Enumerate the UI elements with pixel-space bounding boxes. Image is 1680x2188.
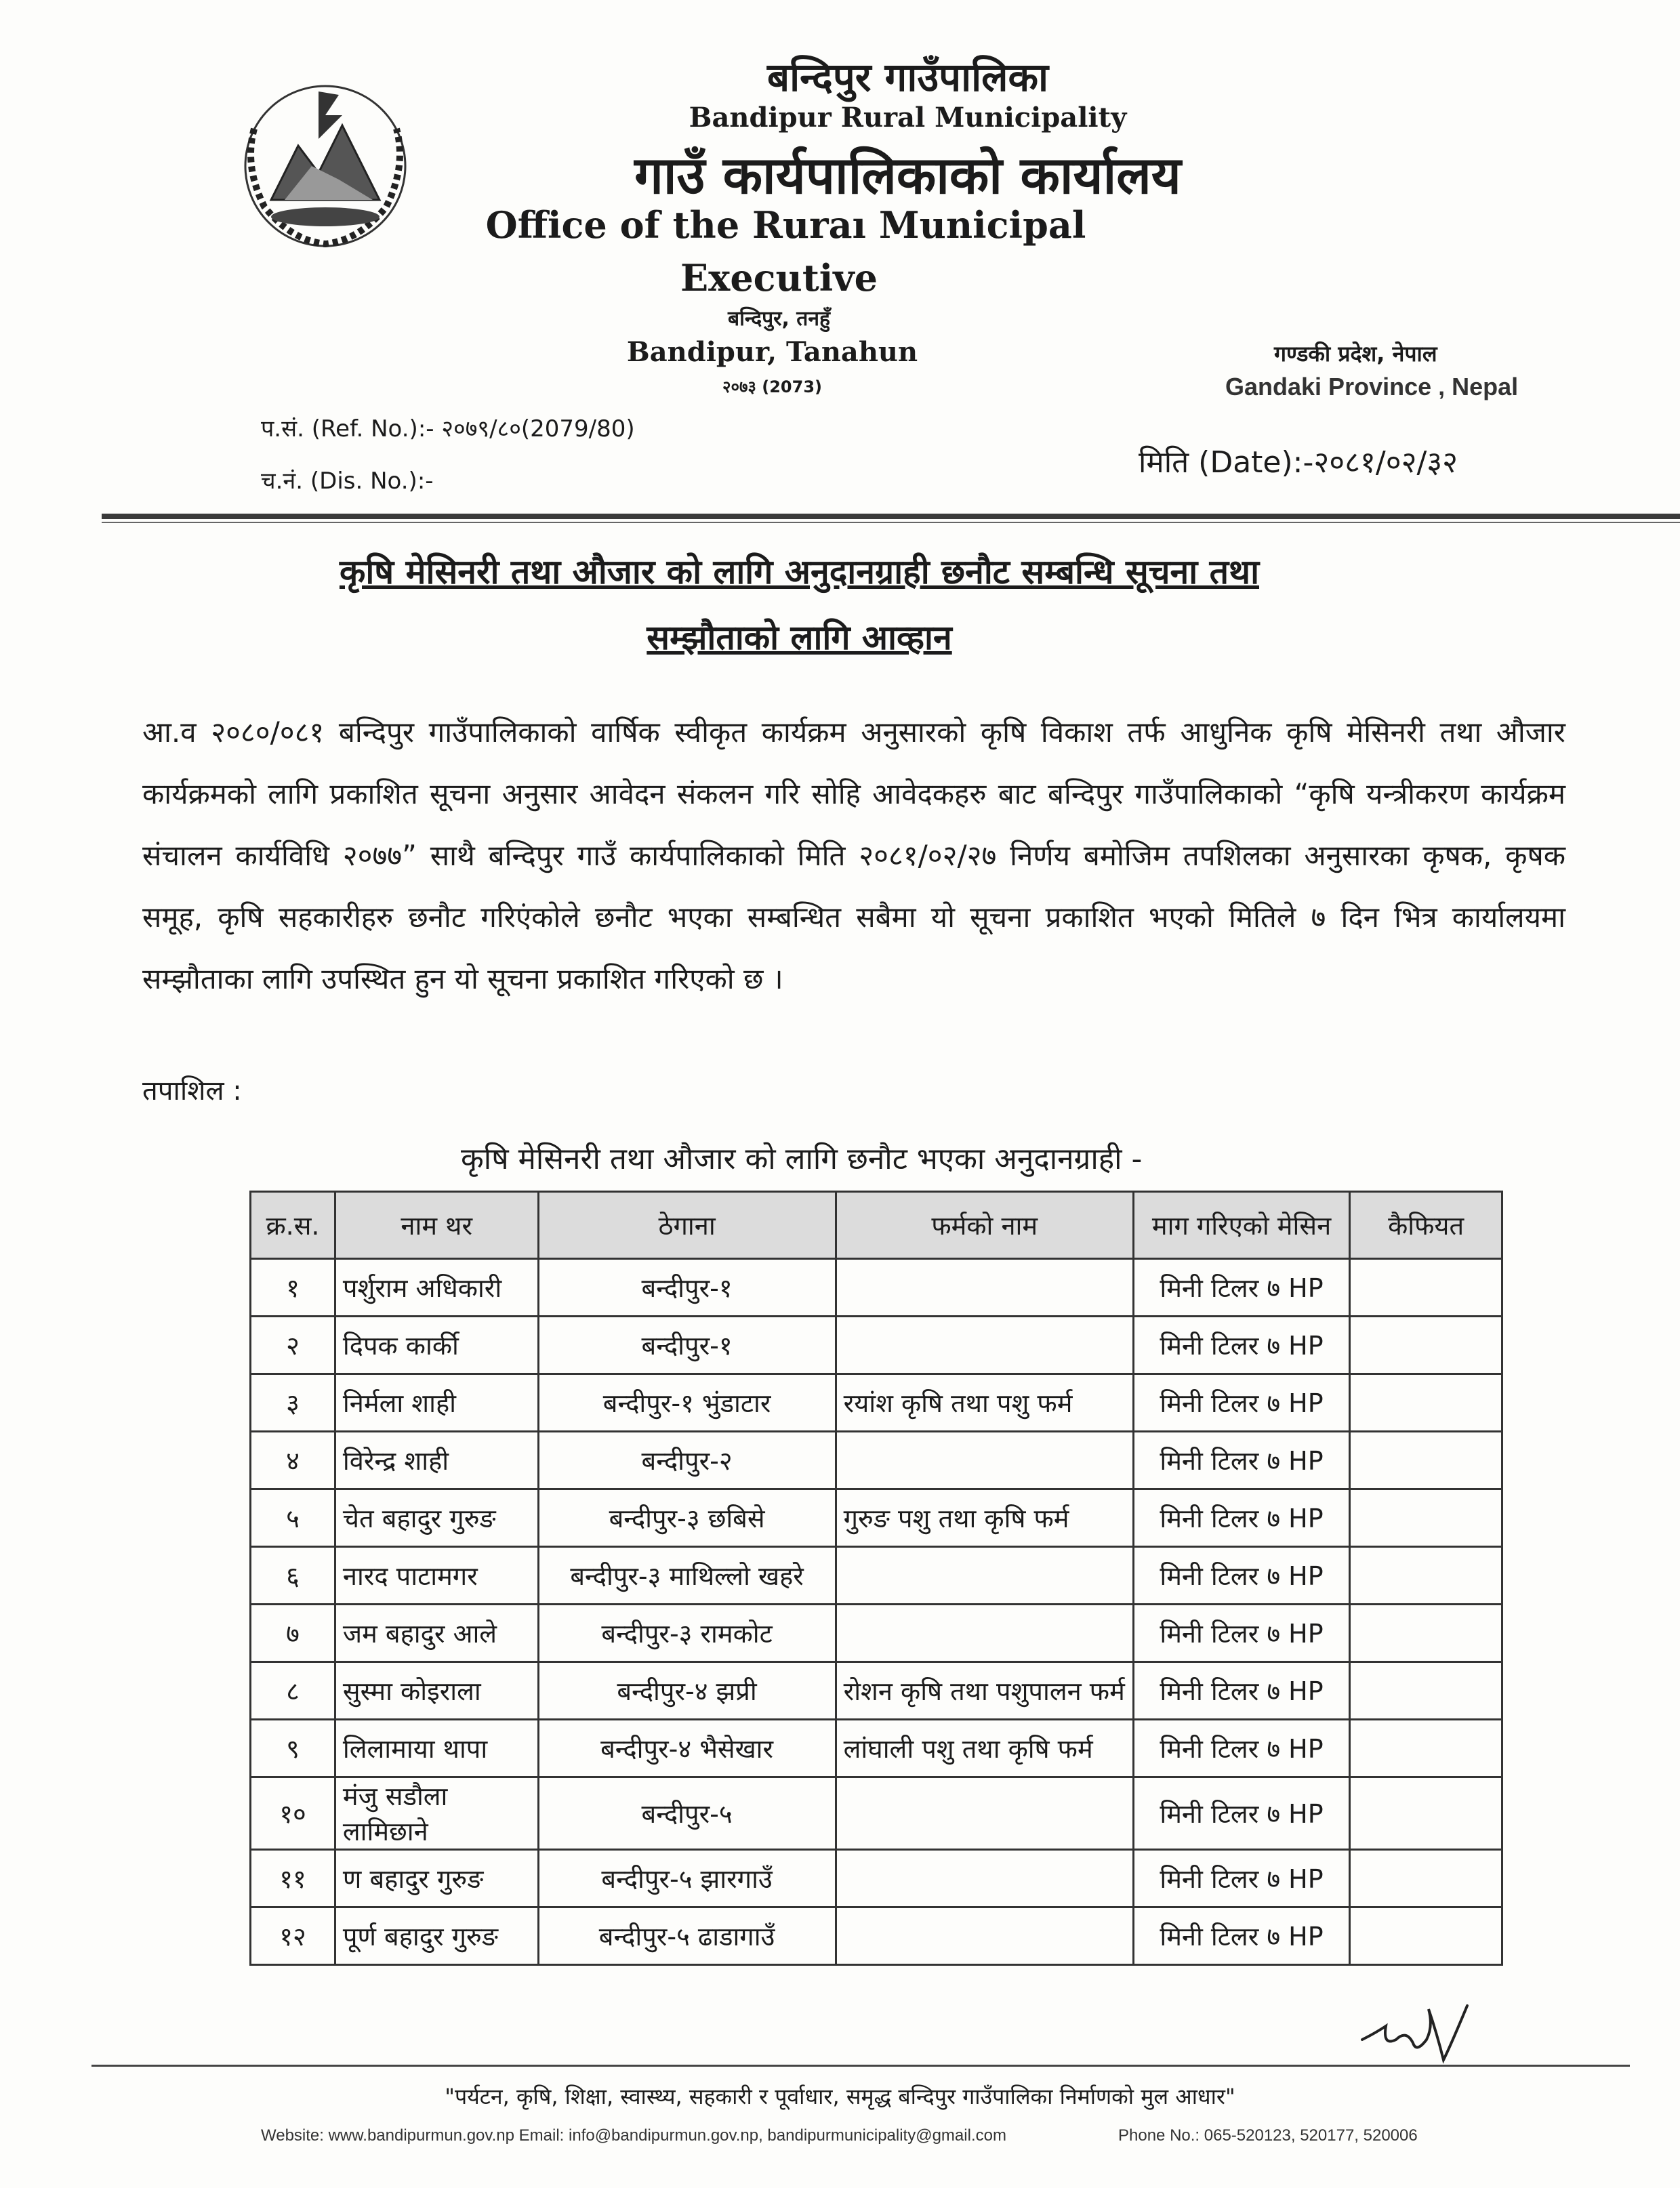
beneficiary-table [249,1191,1503,1966]
cell-firm [836,1317,1133,1374]
place-np: बन्दिपुर, तनहुँ [728,307,830,331]
notice-body: आ.व २०८०/०८१ बन्दिपुर गाउँपालिकाको वार्षिक स्वीकृत कार्यक्रम अनुसारको कृषि विकाश तर्फ आधुनिक कृषि मेसिनरी तथा औजार कार्यक्रमको लागि प्रकाशित सूचना अनुसार आवेदन संकलन गरि सोहि आवेदकहरु बाट बन्दिपुर गाउँपालिकाको “कृषि यन्त्रीकरण कार्यक्रम संचालन कार्यविधि २०७७” साथै बन्दिपुर गाउँ कार्यपालिकाको मिति २०८१/०२/२७ निर्णय बमोजिम तपशिलका अनुसारका कृषक, कृषक समूह, कृषि सहकारीहरु छनौट गरिएंकोले छनौट भएका सम्बन्धित सबैमा यो सूचना प्रकाशित भएको मितिले ७ दिन भित्र कार्यालयमा सम्झौताका लागि उपस्थित हुन यो सूचना प्रकाशित गरिएको छ । [142,716,1565,995]
municipality-name-np: बन्दिपुर गाउँपालिका [766,54,1049,100]
office-name-np: गाउँ कार्यपालिकाको कार्यालय [634,145,1181,205]
footer-divider [91,2065,1630,2067]
cell-name: पूर्ण बहादुर गुरुङ [335,1907,538,1965]
notice-title-line1: कृषि मेसिनरी तथा औजार को लागि अनुदानग्राही छनौट सम्बन्धि सूचना तथा [339,552,1260,592]
municipality-name-en: Bandipur Rural Municipality [689,102,1127,133]
cell-name: जम बहादुर आले [335,1605,538,1662]
cell-serial: ३ [251,1374,335,1432]
cell-machine: मिनी टिलर ७ HP [1133,1547,1349,1605]
cell-serial: ८ [251,1662,335,1720]
cell-remarks [1350,1547,1502,1605]
table-row [251,1489,1502,1547]
cell-serial: १२ [251,1907,335,1965]
cell-machine: मिनी टिलर ७ HP [1133,1605,1349,1662]
letter-date: मिति (Date):-२०८१/०२/३२ [1139,445,1458,480]
cell-remarks [1350,1605,1502,1662]
cell-address: बन्दीपुर-५ ढाडागाउँ [538,1907,836,1965]
cell-name: नारद पाटामगर [335,1547,538,1605]
signature [1349,1992,1484,2073]
province-en: Gandaki Province , Nepal [1225,373,1519,400]
cell-address: बन्दीपुर-३ छबिसे [538,1489,836,1547]
cell-address: बन्दीपुर-५ झारगाउँ [538,1850,836,1907]
cell-serial: १० [251,1777,335,1850]
cell-remarks [1350,1432,1502,1489]
table-row [251,1259,1502,1317]
province-np: गण्डकी प्रदेश, नेपाल [1274,341,1437,367]
table-row [251,1547,1502,1605]
header-address: ठेगाना [538,1192,836,1259]
cell-serial: ६ [251,1547,335,1605]
cell-serial: ५ [251,1489,335,1547]
header-machine: माग गरिएको मेसिन [1133,1192,1349,1259]
cell-address: बन्दीपुर-४ झप्री [538,1662,836,1720]
table-row [251,1605,1502,1662]
header-serial: क्र.स. [251,1192,335,1259]
cell-serial: ७ [251,1605,335,1662]
cell-name: लिलामाया थापा [335,1720,538,1777]
dispatch-number: च.नं. (Dis. No.):- [261,468,434,495]
table-row [251,1777,1502,1850]
table-row [251,1317,1502,1374]
cell-address: बन्दीपुर-२ [538,1432,836,1489]
table-header-row [251,1192,1502,1259]
cell-serial: ९ [251,1720,335,1777]
cell-remarks [1350,1259,1502,1317]
cell-address: बन्दीपुर-४ भैसेखार [538,1720,836,1777]
cell-remarks [1350,1489,1502,1547]
cell-remarks [1350,1317,1502,1374]
cell-name: विरेन्द्र शाही [335,1432,538,1489]
cell-machine: मिनी टिलर ७ HP [1133,1374,1349,1432]
cell-name: पर्शुराम अधिकारी [335,1259,538,1317]
cell-address: बन्दीपुर-५ [538,1777,836,1850]
cell-firm: रोशन कृषि तथा पशुपालन फर्म [836,1662,1133,1720]
cell-remarks [1350,1777,1502,1850]
cell-remarks [1350,1850,1502,1907]
cell-machine: मिनी टिलर ७ HP [1133,1317,1349,1374]
table-row [251,1850,1502,1907]
cell-firm [836,1605,1133,1662]
cell-serial: ११ [251,1850,335,1907]
notice-title-line2: सम्झौताको लागि आव्हान [647,618,952,657]
cell-remarks [1350,1720,1502,1777]
cell-serial: १ [251,1259,335,1317]
office-name-en-line1: Office of the Ruraı Municipal [485,203,1086,247]
cell-firm [836,1432,1133,1489]
table-row [251,1662,1502,1720]
cell-name: सुस्मा कोइराला [335,1662,538,1720]
reference-number: प.सं. (Ref. No.):- २०७९/८०(2079/80) [261,415,635,442]
cell-address: बन्दीपुर-१ [538,1317,836,1374]
cell-firm: रयांश कृषि तथा पशु फर्म [836,1374,1133,1432]
cell-firm: लांघाली पशु तथा कृषि फर्म [836,1720,1133,1777]
cell-firm [836,1547,1133,1605]
cell-serial: ४ [251,1432,335,1489]
table-row [251,1720,1502,1777]
cell-remarks [1350,1374,1502,1432]
cell-machine: मिनी टिलर ७ HP [1133,1432,1349,1489]
cell-machine: मिनी टिलर ७ HP [1133,1907,1349,1965]
cell-address: बन्दीपुर-१ [538,1259,836,1317]
cell-serial: २ [251,1317,335,1374]
place-en: Bandipur, Tanahun [626,336,918,368]
cell-machine: मिनी टिलर ७ HP [1133,1777,1349,1850]
footer-motto: "पर्यटन, कृषि, शिक्षा, स्वास्थ्य, सहकारी र पूर्वाधार, समृद्ध बन्दिपुर गाउँपालिका निर्माणको मुल आधार" [445,2084,1235,2109]
cell-machine: मिनी टिलर ७ HP [1133,1662,1349,1720]
cell-firm: गुरुङ पशु तथा कृषि फर्म [836,1489,1133,1547]
table-caption: कृषि मेसिनरी तथा औजार को लागि छनौट भएका अनुदानग्राही - [461,1142,1143,1176]
footer-phone: Phone No.: 065-520123, 520177, 520006 [1118,2126,1418,2145]
cell-name: चेत बहादुर गुरुङ [335,1489,538,1547]
cell-name: ण बहादुर गुरुङ [335,1850,538,1907]
cell-machine: मिनी टिलर ७ HP [1133,1489,1349,1547]
table-row [251,1374,1502,1432]
header-divider-thin [102,522,1680,523]
cell-machine: मिनी टिलर ७ HP [1133,1259,1349,1317]
header-divider [102,514,1680,519]
cell-address: बन्दीपुर-१ भुंडाटार [538,1374,836,1432]
header-firm: फर्मको नाम [836,1192,1133,1259]
cell-remarks [1350,1662,1502,1720]
cell-name: निर्मला शाही [335,1374,538,1432]
cell-machine: मिनी टिलर ७ HP [1133,1850,1349,1907]
office-name-en-line2: Executive [680,256,878,300]
header-remarks: कैफियत [1350,1192,1502,1259]
cell-machine: मिनी टिलर ७ HP [1133,1720,1349,1777]
cell-firm [836,1907,1133,1965]
cell-name: मंजु सडौला लामिछाने [335,1777,538,1850]
cell-firm [836,1259,1133,1317]
footer-contact: Website: www.bandipurmun.gov.np Email: info@bandipurmun.gov.np, bandipurmunicipality@gmail.com [261,2126,1006,2145]
cell-address: बन्दीपुर-३ रामकोट [538,1605,836,1662]
table-row [251,1432,1502,1489]
cell-name: दिपक कार्की [335,1317,538,1374]
header-name: नाम थर [335,1192,538,1259]
cell-address: बन्दीपुर-३ माथिल्लो खहरे [538,1547,836,1605]
details-label: तपाशिल : [142,1075,242,1107]
established-year: २०७३ (2073) [722,377,822,396]
table-row [251,1907,1502,1965]
cell-remarks [1350,1907,1502,1965]
cell-firm [836,1777,1133,1850]
cell-firm [836,1850,1133,1907]
